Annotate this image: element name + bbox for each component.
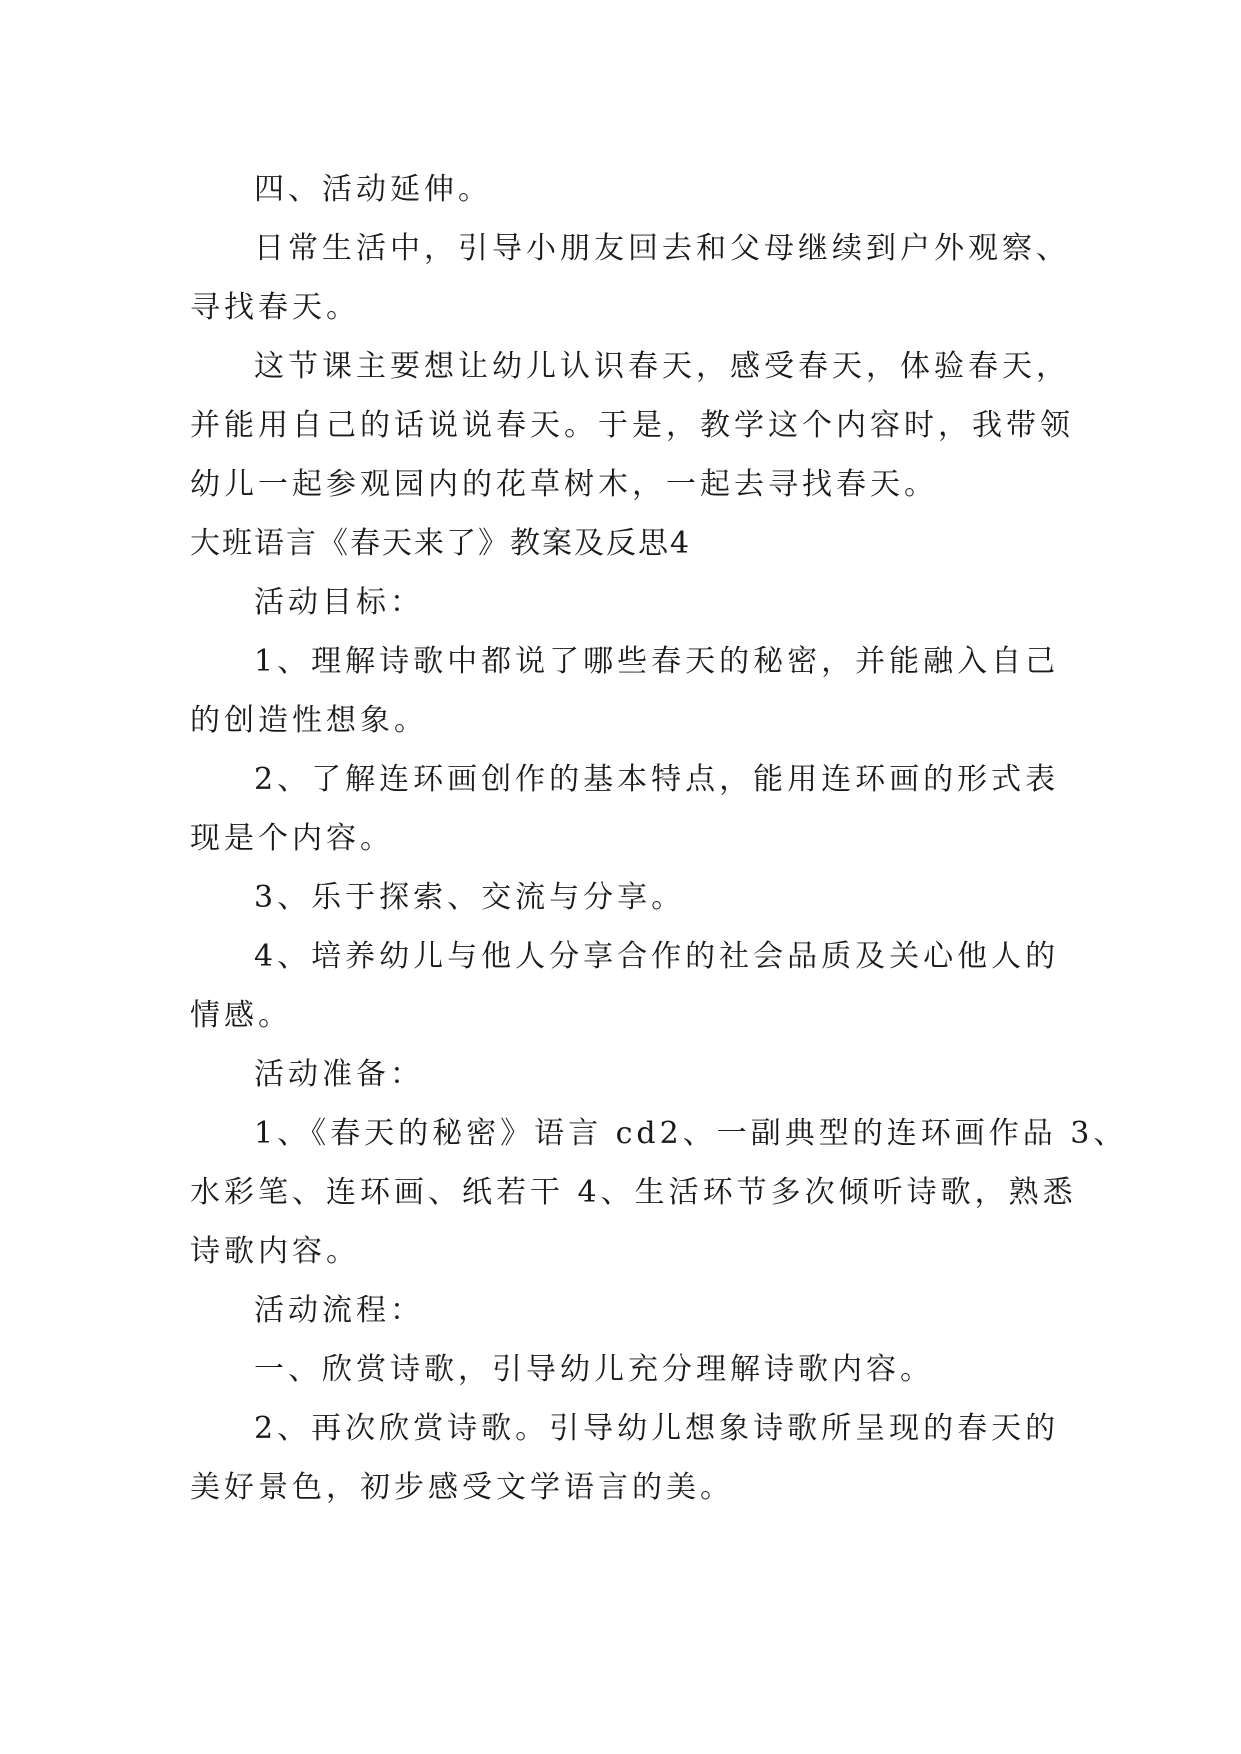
flow-label: 活动流程：: [254, 1293, 424, 1328]
prep-line: 1、《春天的秘密》语言 cd2、一副典型的连环画作品 3、: [254, 1116, 1128, 1151]
paragraph-line: 寻找春天。: [190, 290, 360, 325]
paragraph-line: 幼儿一起参观园内的花草树木，一起去寻找春天。: [190, 467, 938, 502]
goal-line: 2、了解连环画创作的基本特点，能用连环画的形式表: [254, 762, 1060, 797]
goal-line: 1、理解诗歌中都说了哪些春天的秘密，并能融入自己: [254, 644, 1060, 679]
prep-line: 诗歌内容。: [190, 1234, 360, 1269]
prep-line: 水彩笔、连环画、纸若干 4、生活环节多次倾听诗歌，熟悉: [190, 1175, 1077, 1210]
section-title: 大班语言《春天来了》教案及反思4: [190, 526, 692, 561]
flow-step: 2、再次欣赏诗歌。引导幼儿想象诗歌所呈现的春天的: [254, 1411, 1060, 1446]
prep-label: 活动准备：: [254, 1057, 424, 1092]
paragraph-line: 并能用自己的话说说春天。于是，教学这个内容时，我带领: [190, 408, 1074, 443]
goal-line: 4、培养幼儿与他人分享合作的社会品质及关心他人的: [254, 939, 1060, 974]
goal-line: 3、乐于探索、交流与分享。: [254, 880, 686, 915]
section-heading-extension: 四、活动延伸。: [254, 172, 492, 207]
goal-line: 情感。: [190, 998, 292, 1033]
goal-line: 的创造性想象。: [190, 703, 428, 738]
flow-step: 一、欣赏诗歌，引导幼儿充分理解诗歌内容。: [254, 1352, 934, 1387]
flow-step: 美好景色，初步感受文学语言的美。: [190, 1470, 734, 1505]
paragraph-line: 日常生活中，引导小朋友回去和父母继续到户外观察、: [254, 231, 1070, 266]
goal-line: 现是个内容。: [190, 821, 394, 856]
paragraph-line: 这节课主要想让幼儿认识春天，感受春天，体验春天，: [254, 349, 1070, 384]
goals-label: 活动目标：: [254, 585, 424, 620]
document-body: [190, 160, 1128, 1517]
